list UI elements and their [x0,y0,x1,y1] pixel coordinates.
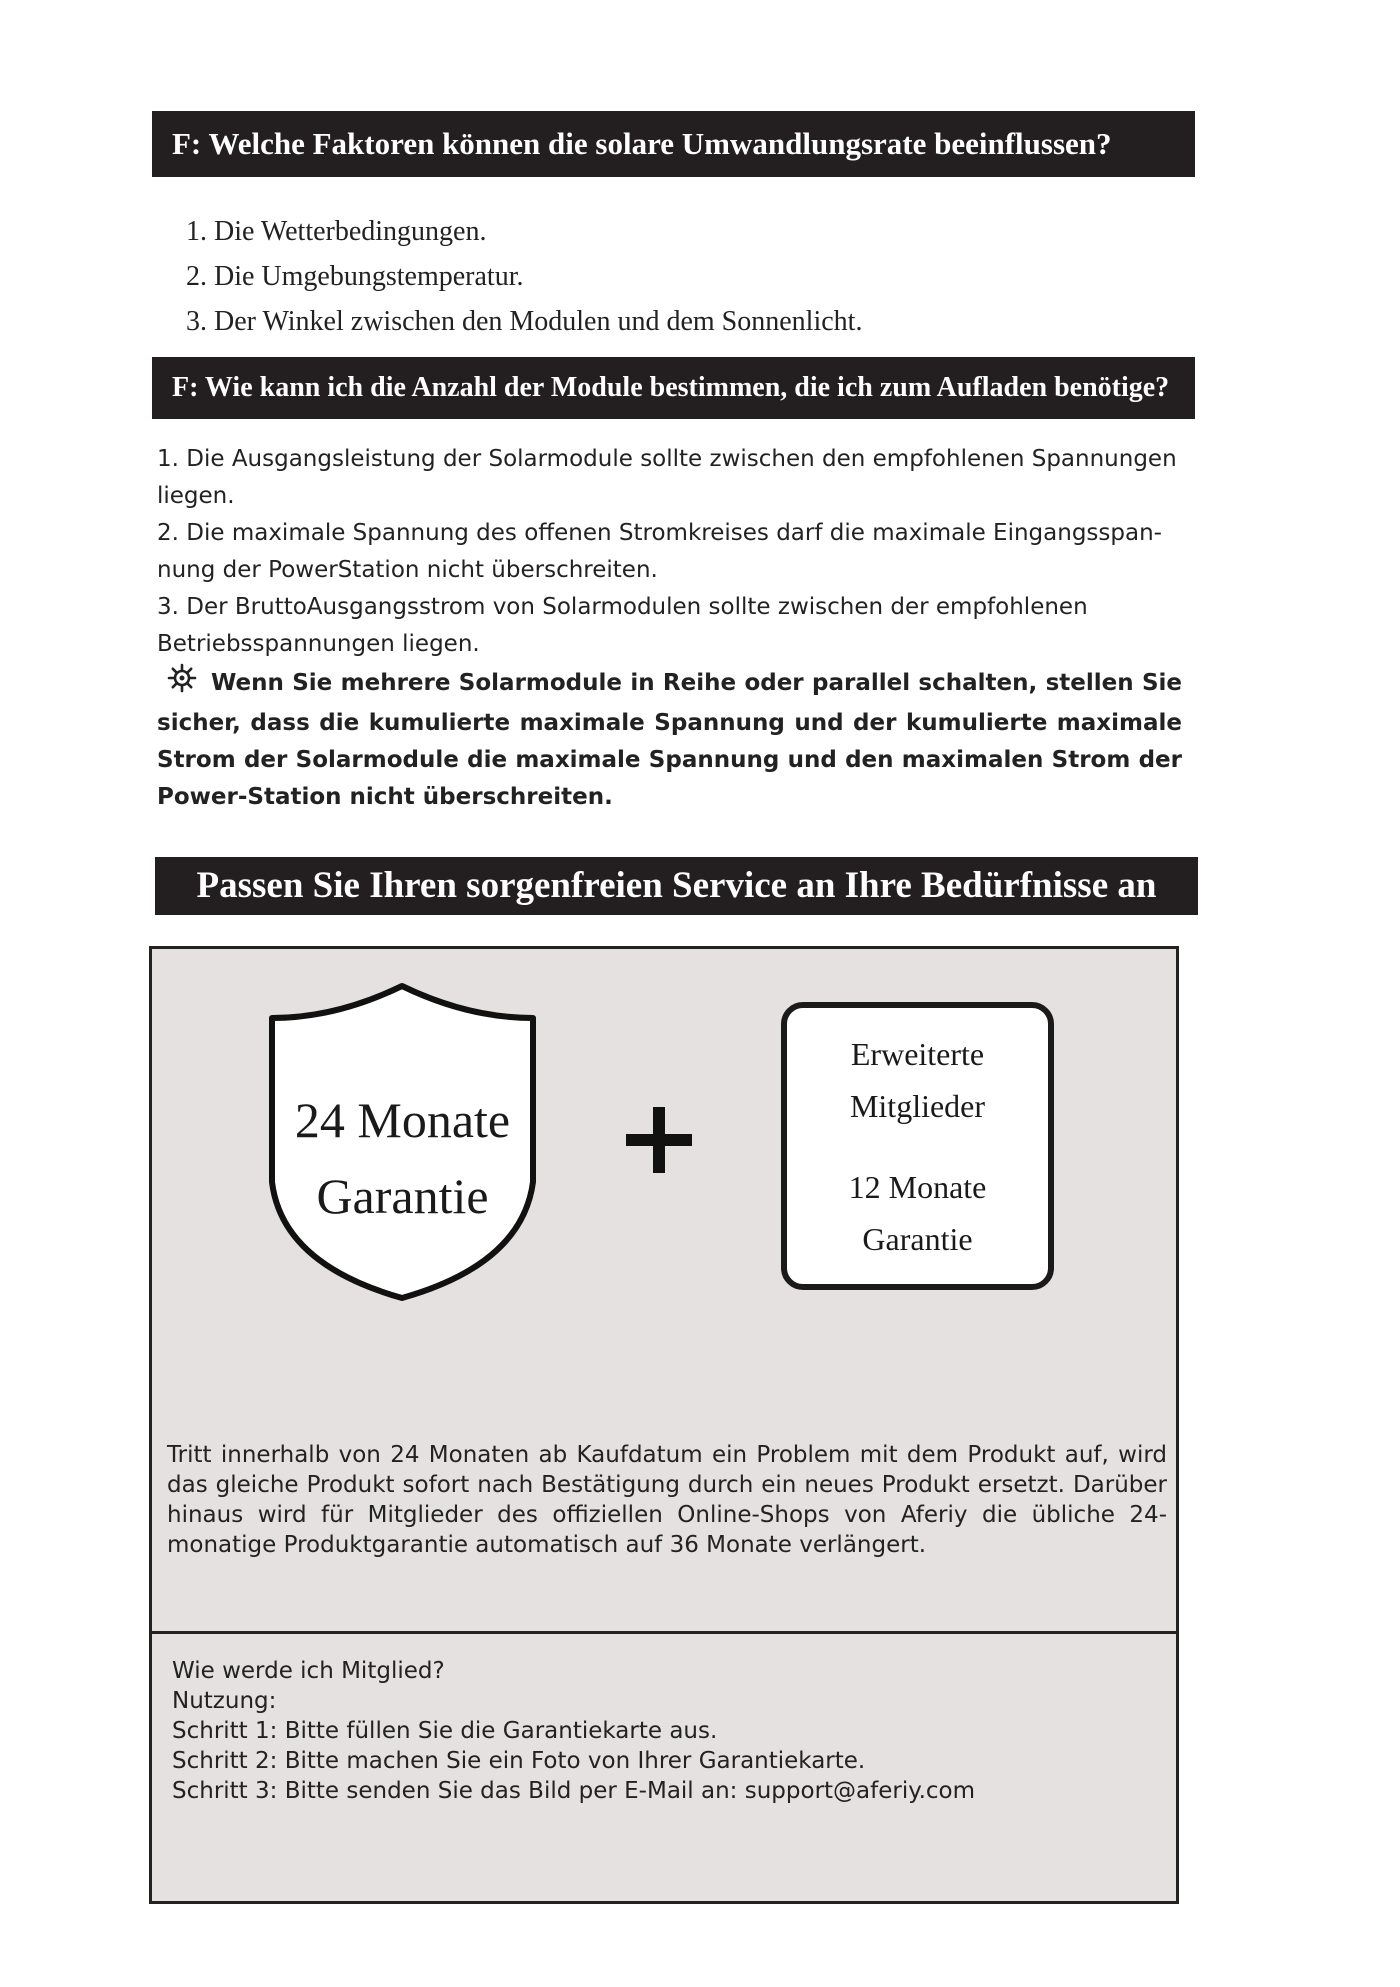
shield-line: Garantie [316,1168,489,1224]
faq1-answer-list [186,209,862,344]
warning-note [157,663,1182,816]
divider [152,1631,1176,1634]
membership-usage: Nutzung: [172,1688,277,1714]
list-item: 1. Die Wetterbedingungen. [186,216,487,247]
faq1-question-heading: F: Welche Faktoren können die solare Umwandlungsrate beeinflussen? [152,111,1195,177]
shield-label [264,1082,541,1234]
answer-item: 1. Die Ausgangsleistung der Solarmodule sollte zwischen den empfohlenen Spannungen liegen. [157,446,1177,509]
list-item: Schritt 2: Bitte machen Sie ein Foto von Ihrer Garantiekarte. [172,1748,866,1774]
faq2-answer-block [157,441,1182,816]
member-line: Garantie [862,1221,973,1257]
list-item: 2. Die Umgebungstemperatur. [186,261,524,292]
membership-title: Wie werde ich Mitglied? [172,1658,445,1684]
membership-steps [172,1656,1132,1806]
warning-note-text: Wenn Sie mehrere Solarmodule in Reihe oder parallel schalten, stellen Sie sicher, dass die kumulierte maximale Spannung und der kumulierte maximale Strom der Solarmodule die maximale Spannung und den maximalen Strom der Power-Station nicht überschreiten. [157,670,1182,810]
faq2-question-heading: F: Wie kann ich die Anzahl der Module bestimmen, die ich zum Aufladen benötige? [152,357,1195,419]
member-line: 12 Monate [848,1169,987,1205]
list-item: Schritt 1: Bitte füllen Sie die Garantiekarte aus. [172,1718,718,1744]
warranty-description: Tritt innerhalb von 24 Monaten ab Kaufdatum ein Problem mit dem Produkt auf, wird das gleiche Produkt sofort nach Bestätigung durch ein neues Produkt ersetzt. Darüber hinaus wird für Mitglieder des offiziellen Online-Shops von Aferiy die übliche 24-monatige Produktgarantie automatisch auf 36 Monate verlängert. [167,1442,1167,1558]
shield-line: 24 Monate [294,1092,511,1148]
member-line: Mitglieder [849,1088,986,1124]
member-card [781,1002,1054,1290]
answer-item: 2. Die maximale Spannung des offenen Stromkreises darf die maximale Eingangsspan-nung der PowerStation nicht überschreiten. [157,520,1162,583]
list-item: 3. Der Winkel zwischen den Modulen und dem Sonnenlicht. [186,306,863,337]
list-item: Schritt 3: Bitte senden Sie das Bild per E-Mail an: support@aferiy.com [172,1778,976,1804]
member-line: Erweiterte [850,1036,985,1072]
answer-item: 3. Der BruttoAusgangsstrom von Solarmodulen sollte zwischen der empfohlenen Betriebsspannungen liegen. [157,594,1088,657]
service-heading: Passen Sie Ihren sorgenfreien Service an Ihre Bedürfnisse an [155,857,1198,915]
gear-icon [167,663,197,705]
warranty-box [149,946,1179,1904]
plus-icon [624,1105,694,1175]
